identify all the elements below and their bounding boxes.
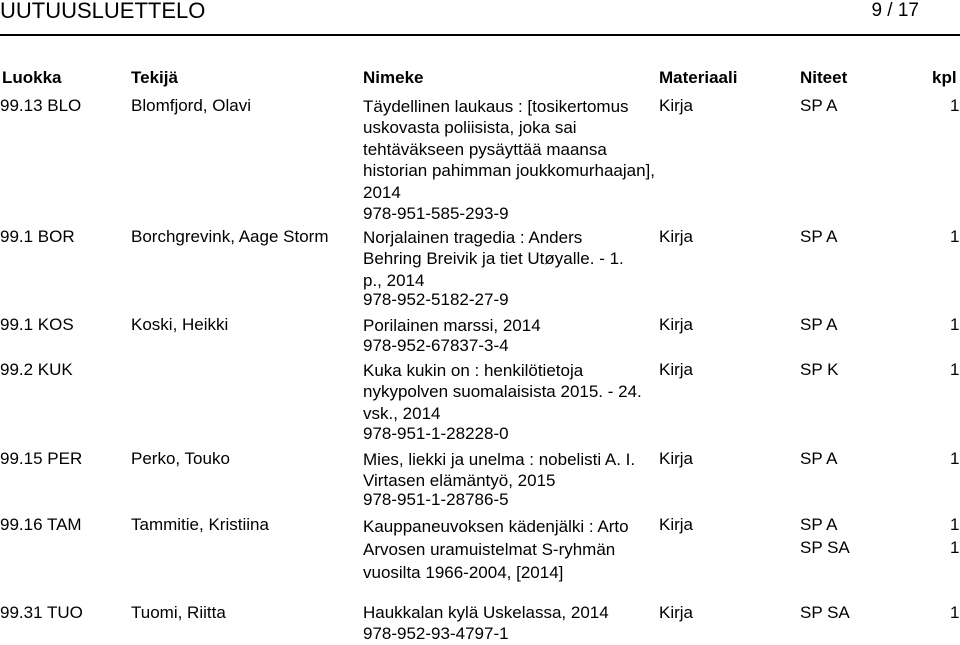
column-header-qty: kpl bbox=[932, 68, 957, 87]
row-title: Kauppaneuvoksen kädenjälki : Arto Arvosen uramuistelmat S-ryhmän vuosilta 1966-2004, [2014] bbox=[363, 517, 629, 582]
row-title: Mies, liekki ja unelma : nobelisti A. I. Virtasen elämäntyö, 2015 bbox=[363, 450, 636, 491]
row-material: Kirja bbox=[659, 360, 694, 379]
row-qty: 1 bbox=[950, 538, 960, 557]
row-author: Borchgrevink, Aage Storm bbox=[131, 227, 329, 246]
row-notes: SP SA bbox=[800, 538, 850, 557]
row-author: Perko, Touko bbox=[131, 449, 230, 468]
row-qty: 1 bbox=[950, 96, 960, 115]
row-class: 99.1 BOR bbox=[0, 227, 75, 246]
row-material: Kirja bbox=[659, 449, 694, 468]
row-qty: 1 bbox=[950, 603, 960, 622]
row-notes: SP A bbox=[800, 449, 838, 468]
row-title: Porilainen marssi, 2014 bbox=[363, 316, 541, 335]
row-class: 99.16 TAM bbox=[0, 515, 82, 534]
column-header-title: Nimeke bbox=[363, 68, 424, 87]
row-qty: 1 bbox=[950, 515, 960, 534]
row-qty: 1 bbox=[950, 360, 960, 379]
row-notes: SP A bbox=[800, 96, 838, 115]
row-class: 99.13 BLO bbox=[0, 96, 82, 115]
row-material: Kirja bbox=[659, 515, 694, 534]
page-number: 9 / 17 bbox=[871, 0, 919, 21]
row-isbn: 978-951-1-28786-5 bbox=[363, 490, 509, 509]
row-qty: 1 bbox=[950, 449, 960, 468]
header-divider bbox=[0, 34, 960, 36]
row-title: Kuka kukin on : henkilötietoja nykypolven suomalaisista 2015. - 24. vsk., 2014 bbox=[363, 361, 642, 423]
row-isbn: 978-952-5182-27-9 bbox=[363, 290, 509, 309]
row-notes: SP A bbox=[800, 515, 838, 534]
row-author: Koski, Heikki bbox=[131, 315, 229, 334]
row-author: Tammitie, Kristiina bbox=[131, 515, 269, 534]
page-title: UUTUUSLUETTELO bbox=[0, 0, 206, 23]
column-header-material: Materiaali bbox=[659, 68, 738, 87]
row-notes: SP A bbox=[800, 315, 838, 334]
row-class: 99.15 PER bbox=[0, 449, 83, 468]
row-material: Kirja bbox=[659, 227, 694, 246]
row-qty: 1 bbox=[950, 315, 960, 334]
row-author: Blomfjord, Olavi bbox=[131, 96, 251, 115]
row-notes: SP K bbox=[800, 360, 839, 379]
row-qty: 1 bbox=[950, 227, 960, 246]
row-notes: SP A bbox=[800, 227, 838, 246]
row-material: Kirja bbox=[659, 96, 694, 115]
column-header-notes: Niteet bbox=[800, 68, 848, 87]
row-isbn: 978-952-67837-3-4 bbox=[363, 336, 509, 355]
row-title: Täydellinen laukaus : [tosikertomus uskovasta poliisista, joka sai tehtäväkseen pysäyttää maansa historian pahimman joukkomurhaajan], 2014 bbox=[363, 97, 655, 202]
row-isbn: 978-951-1-28228-0 bbox=[363, 424, 509, 443]
row-author: Tuomi, Riitta bbox=[131, 603, 226, 622]
row-material: Kirja bbox=[659, 603, 694, 622]
column-header-author: Tekijä bbox=[131, 68, 178, 87]
row-title: Haukkalan kylä Uskelassa, 2014 bbox=[363, 603, 609, 622]
row-class: 99.2 KUK bbox=[0, 360, 73, 379]
column-header-class: Luokka bbox=[2, 68, 62, 87]
row-class: 99.1 KOS bbox=[0, 315, 74, 334]
row-class: 99.31 TUO bbox=[0, 603, 83, 622]
row-material: Kirja bbox=[659, 315, 694, 334]
row-title: Norjalainen tragedia : Anders Behring Breivik ja tiet Utøyalle. - 1. p., 2014 bbox=[363, 228, 624, 290]
row-isbn: 978-952-93-4797-1 bbox=[363, 624, 509, 643]
row-notes: SP SA bbox=[800, 603, 850, 622]
row-isbn: 978-951-585-293-9 bbox=[363, 204, 509, 223]
